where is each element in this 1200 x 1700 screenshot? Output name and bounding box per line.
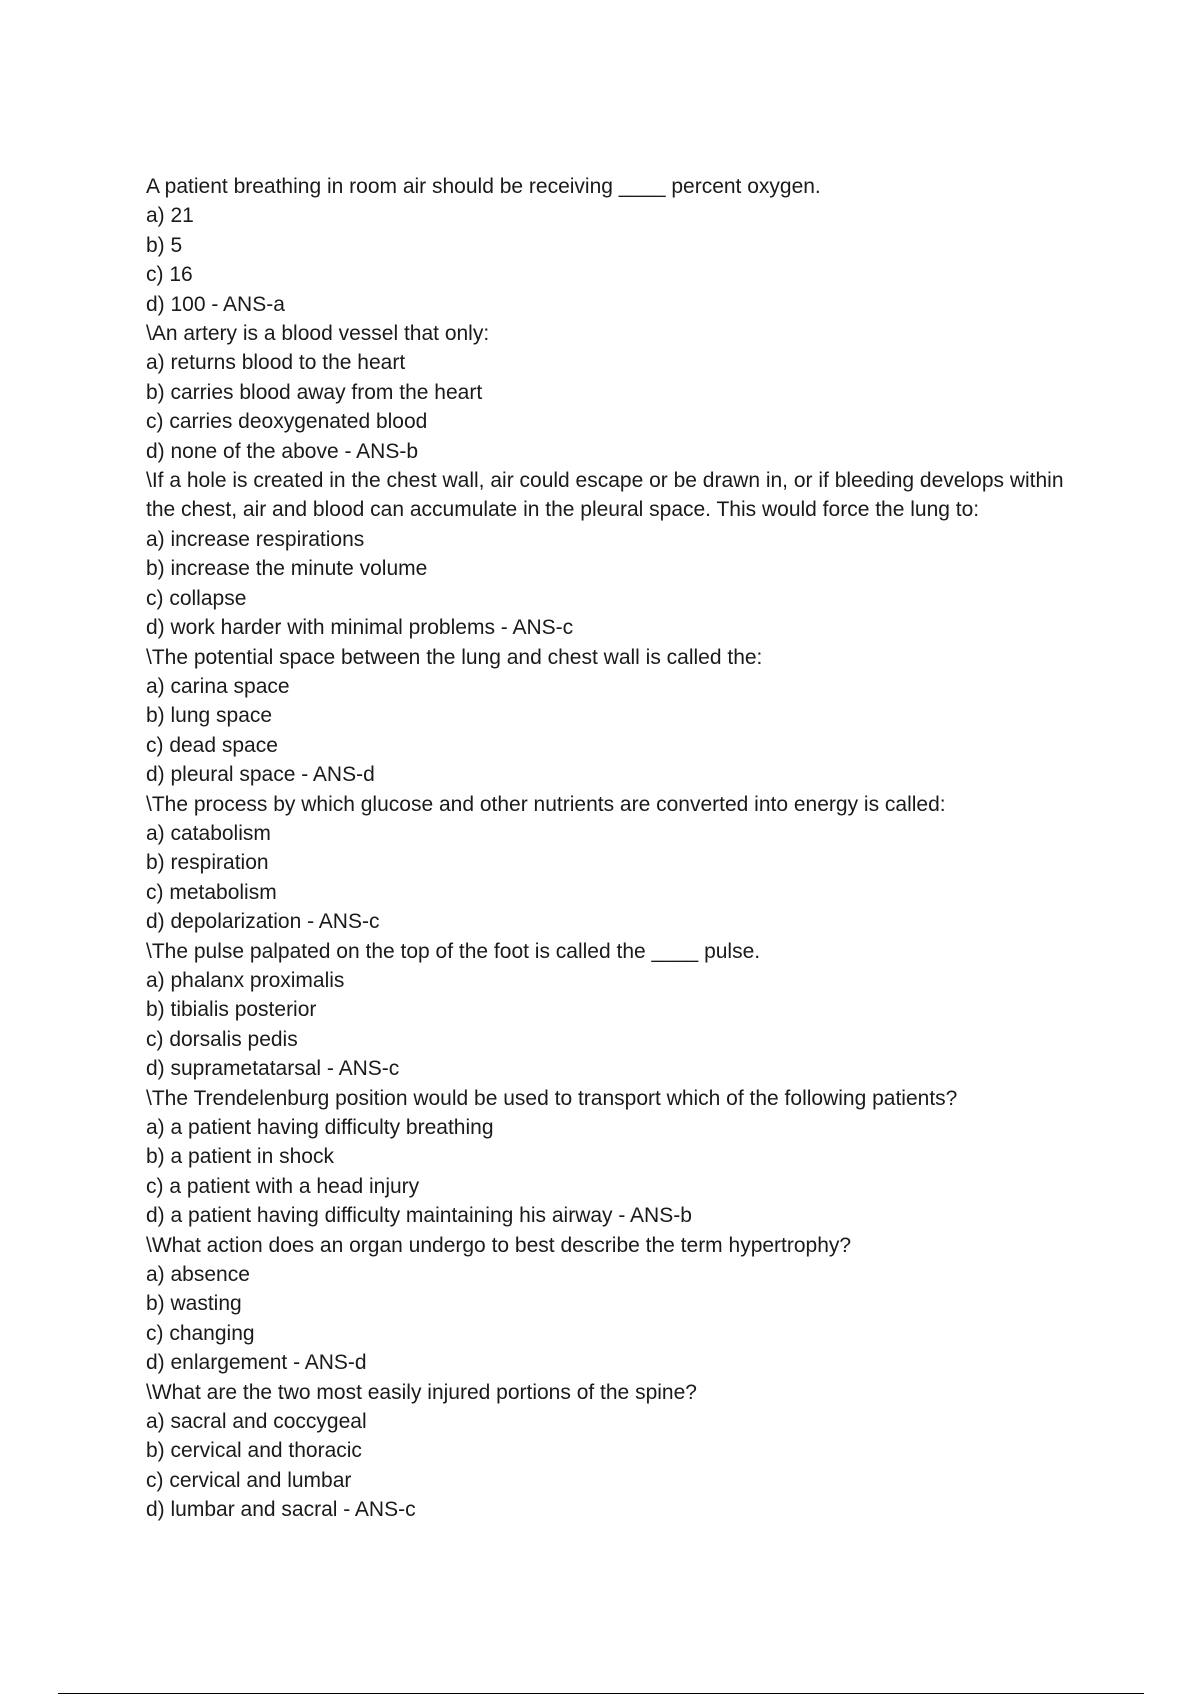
answer-option: c) a patient with a head injury [146, 1174, 420, 1198]
answer-option: b) wasting [146, 1292, 242, 1316]
answer-option: b) a patient in shock [146, 1145, 334, 1169]
answer-option-with-key: d) depolarization - ANS-c [146, 910, 380, 934]
answer-option-with-key: d) work harder with minimal problems - ANS-c [146, 616, 574, 640]
answer-option: a) phalanx proximalis [146, 968, 345, 992]
question-text: \If a hole is created in the chest wall, air could escape or be drawn in, or if bleeding develops within the chest, air and blood can accumulate in the pleural space. This would force the lung to: [146, 469, 1070, 522]
answer-option-with-key: d) suprametatarsal - ANS-c [146, 1057, 400, 1081]
answer-option-with-key: d) 100 - ANS-a [146, 292, 285, 316]
question-text: \The pulse palpated on the top of the foot is called the ____ pulse. [146, 939, 761, 963]
answer-option: b) tibialis posterior [146, 998, 317, 1022]
answer-option: b) carries blood away from the heart [146, 380, 483, 404]
answer-option: c) dead space [146, 733, 278, 757]
answer-option: c) dorsalis pedis [146, 1027, 298, 1051]
question-text: \What action does an organ undergo to best describe the term hypertrophy? [146, 1233, 852, 1257]
answer-option: b) increase the minute volume [146, 557, 428, 581]
question-list [146, 172, 1070, 1525]
answer-option: a) returns blood to the heart [146, 351, 406, 375]
answer-option-with-key: d) pleural space - ANS-d [146, 763, 375, 787]
question-text: \The potential space between the lung and chest wall is called the: [146, 645, 763, 669]
question-text: \The process by which glucose and other nutrients are converted into energy is called: [146, 792, 946, 816]
answer-option-with-key: d) enlargement - ANS-d [146, 1351, 367, 1375]
answer-option: c) changing [146, 1321, 255, 1345]
answer-option: a) absence [146, 1263, 250, 1287]
answer-option-with-key: d) lumbar and sacral - ANS-c [146, 1498, 416, 1522]
answer-option: b) lung space [146, 704, 273, 728]
question-text: \The Trendelenburg position would be used to transport which of the following patients? [146, 1086, 958, 1110]
answer-option: b) 5 [146, 233, 183, 257]
answer-option: a) sacral and coccygeal [146, 1410, 367, 1434]
answer-option: a) catabolism [146, 821, 271, 845]
answer-option: c) cervical and lumbar [146, 1468, 352, 1492]
answer-option: c) 16 [146, 263, 193, 287]
answer-option-with-key: d) none of the above - ANS-b [146, 439, 419, 463]
question-text: \An artery is a blood vessel that only: [146, 322, 490, 346]
answer-option: a) a patient having difficulty breathing [146, 1116, 494, 1139]
answer-option: a) increase respirations [146, 527, 365, 551]
footer-divider [58, 1693, 1144, 1694]
answer-option-with-key: d) a patient having difficulty maintaining his airway - ANS-b [146, 1204, 692, 1228]
answer-option: a) carina space [146, 674, 290, 698]
answer-option: c) carries deoxygenated blood [146, 410, 428, 434]
answer-option: a) 21 [146, 204, 194, 228]
answer-option: b) respiration [146, 851, 269, 875]
answer-option: c) metabolism [146, 880, 277, 904]
answer-option: c) collapse [146, 586, 247, 610]
question-text: \What are the two most easily injured portions of the spine? [146, 1380, 697, 1404]
question-text: A patient breathing in room air should be receiving ____ percent oxygen. [146, 175, 821, 198]
answer-option: b) cervical and thoracic [146, 1439, 362, 1463]
